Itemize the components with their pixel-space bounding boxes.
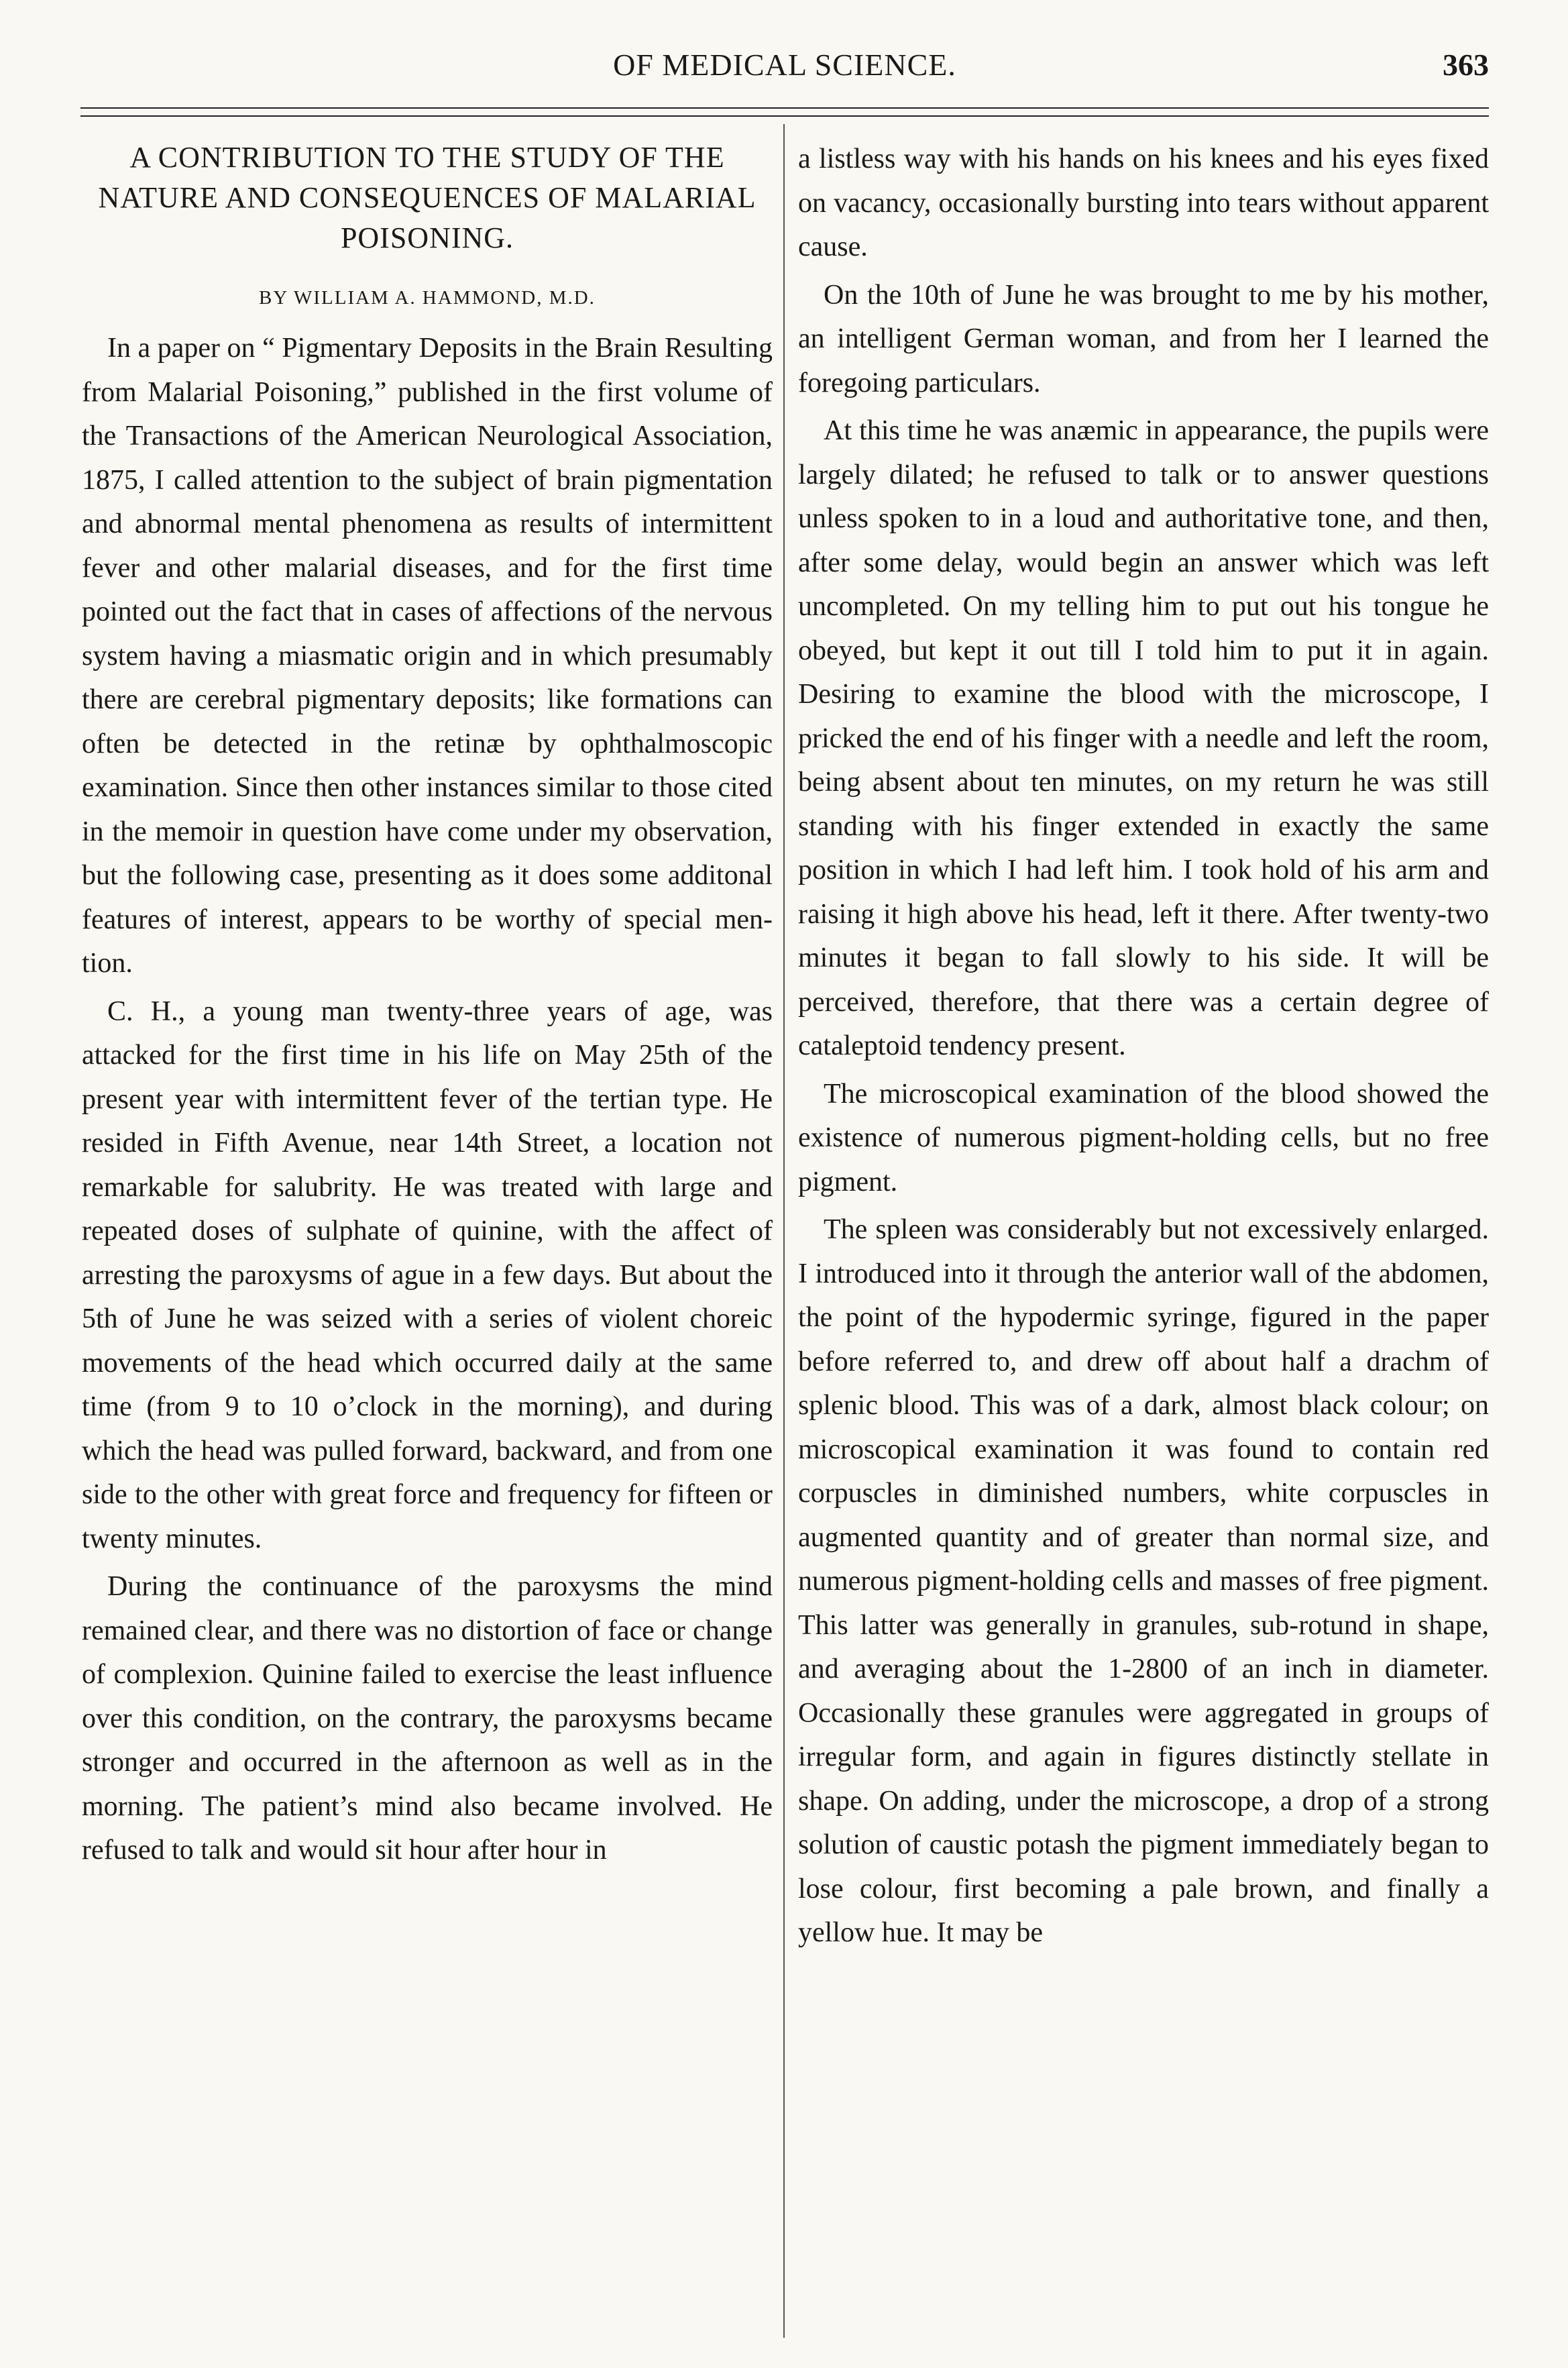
header-rule-top (80, 107, 1489, 109)
article-title: A CONTRIBUTION TO THE STUDY OF THE NATURE AND CONSEQUENCES OF MALARIAL POISONING. (98, 141, 757, 254)
article-byline: BY WILLIAM A. HAMMOND, M.D. (259, 287, 596, 309)
paragraph: C. H., a young man twenty-three years of age, was attacked for the first time in his life on May 25th of the present year with intermittent fever of the tertian type. He resided in Fifth Avenue, near 14th Street, a location not remarkable for salubrity. He was treated with large and repeated doses of sulphate of quinine, with the affect of arresting the paroxysms of ague in a few days. But about the 5th of June he was seized with a series of violent choreic movements of the head which occurred daily at the same time (from 9 to 10 o’clock in the morning), and during which the head was pulled forward, backward, and from one side to the other with great force and frequency for fifteen or twenty minutes. (82, 995, 773, 1554)
paragraph: On the 10th of June he was brought to me by his mother, an intelligent German woman, and from her I learned the foregoing particulars. (798, 279, 1489, 398)
header-rule-bottom (80, 115, 1489, 117)
paragraph: The spleen was considerably but not excessively enlarged. I introduced into it through the anterior wall of the abdomen, the point of the hypodermic syringe, figured in the paper before referred to, and drew off about half a drachm of splenic blood. This was of a dark, almost black colour; on microscopical examination it was found to contain red corpuscles in diminished numbers, white corpuscles in augmented quantity and of greater than normal size, and numerous pigment-holding cells and masses of free pigment. This latter was generally in granules, sub-rotund in shape, and averaging about the 1-2800 of an inch in diameter. Occasionally these granules were aggregated in groups of irregular form, and again in figures distinctly stellate in shape. On adding, under the microscope, a drop of a strong solution of caustic potash the pigment immediately began to lose colour, first becoming a pale brown, and finally a yellow hue. It may be (798, 1214, 1489, 1948)
paragraph-continued: a listless way with his hands on his knees and his eyes fixed on vacancy, occasionally bursting into tears without apparent cause. (798, 144, 1489, 262)
paragraph: At this time he was anæmic in appearance, the pupils were largely dilated; he refused to talk or to answer questions unless spoken to in a loud and authoritative tone, and then, after some delay, would begin an answer which was left uncompleted. On my telling him to put out his tongue he obeyed, but kept it out till I told him to put it in again. Desiring to examine the blood with the microscope, I pricked the end of his finger with a needle and left the room, being absent about ten minutes, on my return he was still standing with his finger extended in exactly the same position in which I had left him. I took hold of his arm and raising it high above his head, left it there. After twenty-two minutes it began to fall slowly to his side. It will be perceived, therefore, that there was a certain degree of cataleptoid tendency present. (798, 415, 1489, 1061)
page-number: 363 (1443, 48, 1489, 82)
paragraph: During the continuance of the paroxysms the mind remained clear, and there was no distortion of face or change of complexion. Quinine failed to exercise the least influence over this condition, on the contrary, the paroxysms became stronger and occurred in the afternoon as well as in the morning. The patient’s mind also became involved. He refused to talk and would sit hour after hour in (82, 1571, 773, 1866)
left-column (82, 138, 773, 1873)
running-head: OF MEDICAL SCIENCE. (613, 48, 956, 82)
paragraph: In a paper on “ Pigmentary Deposits in the Brain Resulting from Malarial Poisoning,” published in the first volume of the Transactions of the American Neurological Association, 1875, I called attention to the subject of brain pigmentation and abnormal mental phenomena as results of intermittent fever and other malarial diseases, and for the first time pointed out the fact that in cases of affections of the nervous system having a miasmatic origin and in which presumably there are cerebral pigmentary deposits; like formations can often be detected in the retinæ by ophthalmoscopic examination. Since then other instances similar to those cited in the memoir in question have come under my observation, but the following case, presenting as it does some additonal features of interest, appears to be worthy of special men- tion. (82, 333, 773, 979)
right-column (798, 138, 1489, 1955)
page-header (80, 42, 1489, 102)
column-divider (783, 124, 785, 2338)
paragraph: The microscopical examination of the blood showed the existence of numerous pigment-holding cells, but no free pigment. (798, 1078, 1489, 1197)
